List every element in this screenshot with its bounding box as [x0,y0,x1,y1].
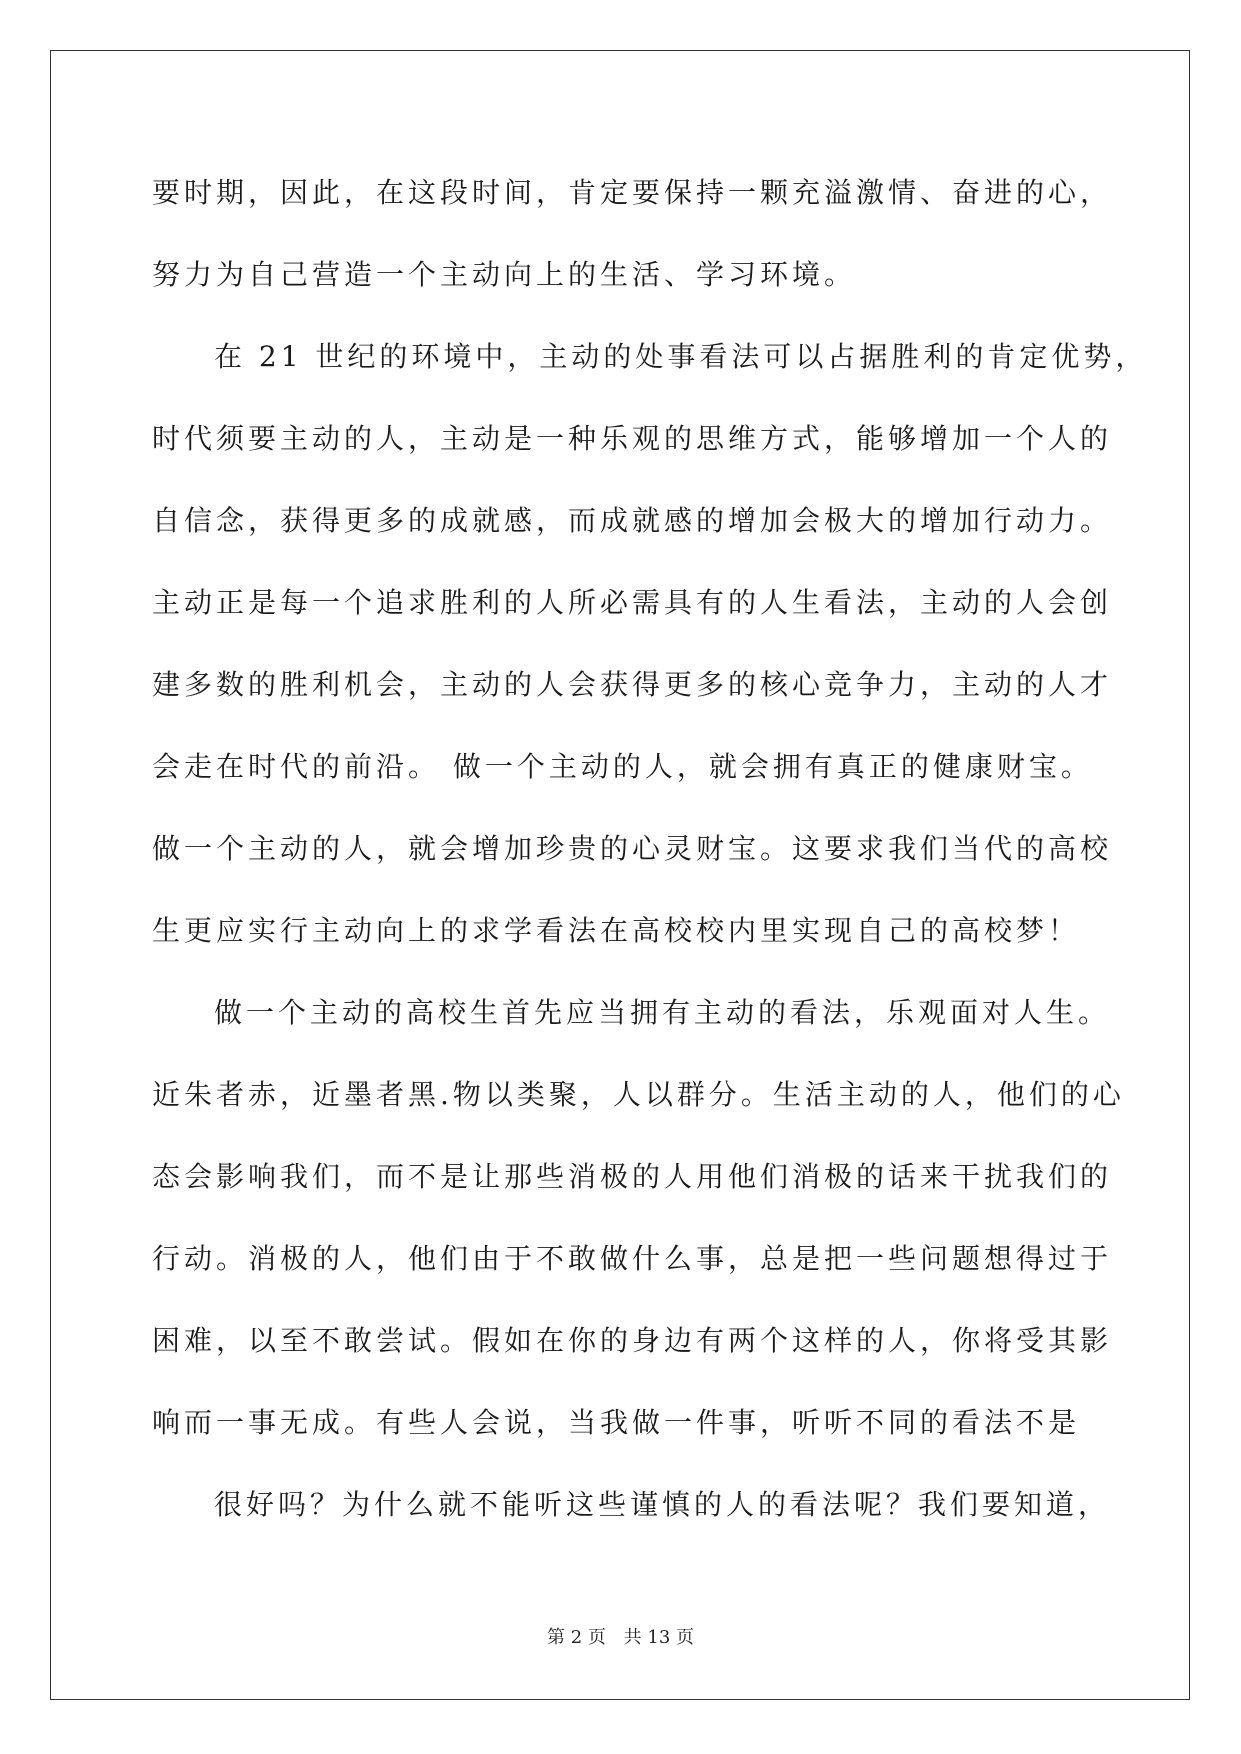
text-line: 困难，以至不敢尝试。假如在你的身边有两个这样的人，你将受其影 [152,1324,1113,1357]
text-line: 建多数的胜利机会，主动的人会获得更多的核心竞争力，主动的人才 [152,668,1113,701]
text-line: 很好吗？为什么就不能听这些谨慎的人的看法呢？我们要知道， [214,1488,1111,1521]
text-line: 行动。消极的人，他们由于不敢做什么事，总是把一些问题想得过于 [152,1242,1113,1275]
text-line: 在 21 世纪的环境中，主动的处事看法可以占据胜利的肯定优势， [214,340,1148,373]
text-line: 会走在时代的前沿。 做一个主动的人，就会拥有真正的健康财宝。 [152,750,1093,783]
text-line: 时代须要主动的人，主动是一种乐观的思维方式，能够增加一个人的 [152,422,1113,455]
text-line: 主动正是每一个追求胜利的人所必需具有的人生看法，主动的人会创 [152,586,1113,619]
text-line: 做一个主动的高校生首先应当拥有主动的看法，乐观面对人生。 [214,996,1111,1029]
text-line: 努力为自己营造一个主动向上的生活、学习环境。 [152,258,857,291]
page-total: 共 13 页 [623,1627,694,1648]
text-line: 近朱者赤，近墨者黑.物以类聚，人以群分。生活主动的人，他们的心 [152,1078,1125,1111]
text-line: 要时期，因此，在这段时间，肯定要保持一颗充溢激情、奋进的心， [152,176,1113,209]
text-line: 响而一事无成。有些人会说，当我做一件事，听听不同的看法不是 [152,1406,1081,1439]
page-number: 第 2 页 [547,1627,606,1648]
text-line: 态会影响我们，而不是让那些消极的人用他们消极的话来干扰我们的 [152,1160,1113,1193]
page-footer [0,1623,1241,1649]
text-line: 自信念，获得更多的成就感，而成就感的增加会极大的增加行动力。 [152,504,1113,537]
document-body [152,152,1148,1546]
text-line: 生更应实行主动向上的求学看法在高校校内里实现自己的高校梦！ [152,914,1081,947]
text-line: 做一个主动的人，就会增加珍贵的心灵财宝。这要求我们当代的高校 [152,832,1113,865]
